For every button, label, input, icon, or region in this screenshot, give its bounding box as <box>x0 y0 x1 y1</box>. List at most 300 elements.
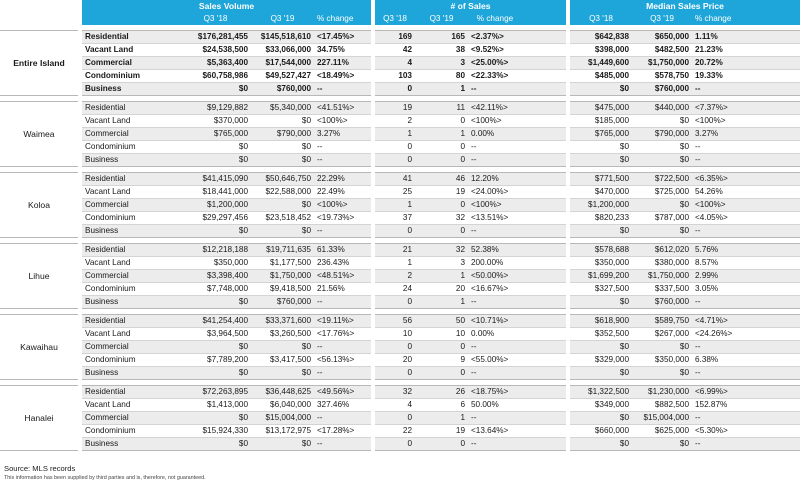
sales-volume-q3-18: $0 <box>180 341 251 354</box>
num-sales-q3-19: 6 <box>415 399 468 412</box>
table-cell <box>522 438 566 451</box>
table-cell <box>522 186 566 199</box>
region-name: Hanalei <box>0 386 78 451</box>
sales-volume-q3-19: $1,750,000 <box>251 270 314 283</box>
table-cell <box>522 412 566 425</box>
median-price-pct-change: -- <box>692 438 756 451</box>
sales-volume-pct-change: <17.45%> <box>314 31 371 44</box>
num-sales-pct-change: 50.00% <box>468 399 522 412</box>
median-price-q3-18: $820,233 <box>570 212 632 225</box>
table-cell <box>522 173 566 186</box>
num-sales-q3-18: 20 <box>375 354 415 367</box>
median-price-q3-19: $625,000 <box>632 425 692 438</box>
table-row <box>0 212 800 225</box>
median-price-q3-19: $440,000 <box>632 102 692 115</box>
table-cell <box>522 270 566 283</box>
table-cell <box>756 354 800 367</box>
median-price-q3-18: $185,000 <box>570 115 632 128</box>
median-price-pct-change: 2.99% <box>692 270 756 283</box>
property-type: Business <box>82 367 180 380</box>
num-sales-q3-18: 169 <box>375 31 415 44</box>
median-price-q3-19: $790,000 <box>632 128 692 141</box>
num-sales-q3-18: 2 <box>375 270 415 283</box>
sv-q3-19-header: Q3 '19 <box>251 13 314 25</box>
num-sales-q3-18: 10 <box>375 328 415 341</box>
table-row <box>0 83 800 96</box>
group-header-row <box>0 0 800 13</box>
median-price-q3-18: $0 <box>570 438 632 451</box>
num-sales-q3-18: 0 <box>375 154 415 167</box>
num-sales-pct-change: -- <box>468 154 522 167</box>
num-sales-pct-change: <16.67%> <box>468 283 522 296</box>
table-cell <box>522 296 566 309</box>
num-sales-q3-19: 0 <box>415 367 468 380</box>
num-sales-pct-change: <9.52%> <box>468 44 522 57</box>
table-cell <box>522 154 566 167</box>
table-cell <box>522 328 566 341</box>
table-row <box>0 341 800 354</box>
table-cell <box>756 199 800 212</box>
median-price-q3-18: $0 <box>570 154 632 167</box>
num-sales-pct-change: 0.00% <box>468 128 522 141</box>
disclaimer-note: This information has been supplied by third parties and is, therefore, not guaranteed. <box>4 475 206 481</box>
num-sales-pct-change: -- <box>468 225 522 238</box>
table-cell <box>756 386 800 399</box>
sales-volume-q3-18: $3,964,500 <box>180 328 251 341</box>
ns-q3-19-header: Q3 '19 <box>415 13 468 25</box>
num-sales-q3-19: 0 <box>415 154 468 167</box>
median-price-pct-change: 19.33% <box>692 70 756 83</box>
table-cell <box>756 186 800 199</box>
table-body <box>0 25 800 451</box>
header-median-price: Median Sales Price <box>570 0 800 13</box>
sales-volume-q3-19: $0 <box>251 438 314 451</box>
property-type: Residential <box>82 315 180 328</box>
num-sales-q3-18: 1 <box>375 199 415 212</box>
median-price-q3-18: $1,200,000 <box>570 199 632 212</box>
median-price-q3-18: $578,688 <box>570 244 632 257</box>
sales-volume-pct-change: <100%> <box>314 115 371 128</box>
sales-volume-pct-change: <100%> <box>314 199 371 212</box>
sales-volume-q3-18: $350,000 <box>180 257 251 270</box>
sales-volume-q3-18: $3,398,400 <box>180 270 251 283</box>
sales-volume-q3-18: $29,297,456 <box>180 212 251 225</box>
median-price-q3-19: $612,020 <box>632 244 692 257</box>
table-row <box>0 244 800 257</box>
median-price-q3-18: $618,900 <box>570 315 632 328</box>
property-type: Commercial <box>82 199 180 212</box>
median-price-q3-18: $398,000 <box>570 44 632 57</box>
table-row <box>0 141 800 154</box>
num-sales-q3-19: 165 <box>415 31 468 44</box>
median-price-q3-18: $765,000 <box>570 128 632 141</box>
median-price-q3-18: $642,838 <box>570 31 632 44</box>
median-price-pct-change: -- <box>692 225 756 238</box>
num-sales-pct-change: -- <box>468 438 522 451</box>
num-sales-q3-18: 4 <box>375 57 415 70</box>
sales-volume-q3-18: $15,924,330 <box>180 425 251 438</box>
median-price-pct-change: <7.37%> <box>692 102 756 115</box>
median-price-q3-19: $0 <box>632 199 692 212</box>
num-sales-q3-18: 56 <box>375 315 415 328</box>
table-cell <box>756 154 800 167</box>
sales-volume-q3-18: $0 <box>180 141 251 154</box>
table-cell <box>522 399 566 412</box>
sales-volume-pct-change: -- <box>314 341 371 354</box>
num-sales-q3-19: 46 <box>415 173 468 186</box>
sales-volume-q3-19: $15,004,000 <box>251 412 314 425</box>
table-cell <box>522 128 566 141</box>
table-cell <box>756 128 800 141</box>
num-sales-pct-change: -- <box>468 141 522 154</box>
table-cell <box>756 102 800 115</box>
table-cell <box>756 225 800 238</box>
num-sales-q3-19: 26 <box>415 386 468 399</box>
num-sales-pct-change: <100%> <box>468 199 522 212</box>
property-type: Residential <box>82 173 180 186</box>
table-row <box>0 257 800 270</box>
median-price-q3-19: $760,000 <box>632 83 692 96</box>
num-sales-q3-19: 32 <box>415 212 468 225</box>
sales-volume-q3-19: $17,544,000 <box>251 57 314 70</box>
median-price-q3-19: $0 <box>632 225 692 238</box>
table-row <box>0 186 800 199</box>
num-sales-pct-change: <22.33%> <box>468 70 522 83</box>
num-sales-q3-18: 37 <box>375 212 415 225</box>
property-type: Vacant Land <box>82 115 180 128</box>
property-type: Commercial <box>82 341 180 354</box>
median-price-q3-19: $0 <box>632 141 692 154</box>
mp-pct-header: % change <box>692 13 756 25</box>
sales-volume-q3-19: $0 <box>251 225 314 238</box>
table-cell <box>522 341 566 354</box>
property-type: Condominium <box>82 212 180 225</box>
median-price-q3-19: $722,500 <box>632 173 692 186</box>
num-sales-pct-change: -- <box>468 412 522 425</box>
num-sales-q3-18: 1 <box>375 128 415 141</box>
num-sales-pct-change: <2.37%> <box>468 31 522 44</box>
num-sales-q3-18: 24 <box>375 283 415 296</box>
mp-q3-18-header: Q3 '18 <box>570 13 632 25</box>
sales-volume-pct-change: 3.27% <box>314 128 371 141</box>
sales-volume-q3-19: $1,177,500 <box>251 257 314 270</box>
table-cell <box>522 44 566 57</box>
table-cell <box>522 199 566 212</box>
num-sales-q3-18: 0 <box>375 412 415 425</box>
sales-volume-q3-18: $0 <box>180 225 251 238</box>
num-sales-q3-19: 1 <box>415 270 468 283</box>
property-type: Residential <box>82 31 180 44</box>
sales-volume-q3-19: $145,518,610 <box>251 31 314 44</box>
num-sales-q3-19: 11 <box>415 102 468 115</box>
num-sales-pct-change: 12.20% <box>468 173 522 186</box>
ns-q3-18-header: Q3 '18 <box>375 13 415 25</box>
sales-volume-q3-18: $0 <box>180 367 251 380</box>
num-sales-q3-18: 103 <box>375 70 415 83</box>
sales-volume-pct-change: <56.13%> <box>314 354 371 367</box>
table-cell <box>522 257 566 270</box>
sales-volume-q3-19: $9,418,500 <box>251 283 314 296</box>
sales-volume-q3-18: $0 <box>180 296 251 309</box>
num-sales-q3-19: 1 <box>415 128 468 141</box>
median-price-q3-19: $650,000 <box>632 31 692 44</box>
sales-volume-q3-18: $765,000 <box>180 128 251 141</box>
table-cell <box>756 70 800 83</box>
table-row <box>0 367 800 380</box>
table-row <box>0 57 800 70</box>
median-price-pct-change: -- <box>692 141 756 154</box>
sales-volume-q3-18: $41,415,090 <box>180 173 251 186</box>
median-price-q3-18: $771,500 <box>570 173 632 186</box>
property-type: Residential <box>82 102 180 115</box>
sales-volume-q3-19: $0 <box>251 154 314 167</box>
median-price-q3-19: $1,230,000 <box>632 386 692 399</box>
num-sales-q3-18: 0 <box>375 438 415 451</box>
median-price-q3-19: $0 <box>632 115 692 128</box>
median-price-q3-19: $337,500 <box>632 283 692 296</box>
median-price-q3-19: $725,000 <box>632 186 692 199</box>
median-price-pct-change: 3.27% <box>692 128 756 141</box>
table-row <box>0 328 800 341</box>
table-cell <box>522 212 566 225</box>
table-row <box>0 412 800 425</box>
sales-volume-q3-19: $0 <box>251 199 314 212</box>
table-cell <box>756 367 800 380</box>
num-sales-pct-change: <18.75%> <box>468 386 522 399</box>
region-name: Kawaihau <box>0 315 78 380</box>
num-sales-q3-19: 38 <box>415 44 468 57</box>
num-sales-pct-change: 200.00% <box>468 257 522 270</box>
table-cell <box>756 438 800 451</box>
table-cell <box>756 270 800 283</box>
median-price-pct-change: -- <box>692 341 756 354</box>
num-sales-pct-change: <100%> <box>468 115 522 128</box>
num-sales-q3-19: 0 <box>415 438 468 451</box>
median-price-pct-change: 20.72% <box>692 57 756 70</box>
num-sales-q3-18: 19 <box>375 102 415 115</box>
num-sales-q3-19: 20 <box>415 283 468 296</box>
sales-volume-pct-change: -- <box>314 225 371 238</box>
ns-pct-header: % change <box>468 13 522 25</box>
header-num-sales: # of Sales <box>375 0 566 13</box>
sales-volume-q3-18: $7,789,200 <box>180 354 251 367</box>
sales-volume-q3-18: $1,413,000 <box>180 399 251 412</box>
sales-volume-q3-19: $3,417,500 <box>251 354 314 367</box>
sales-volume-pct-change: 21.56% <box>314 283 371 296</box>
table-row <box>0 102 800 115</box>
table-cell <box>756 412 800 425</box>
sales-volume-q3-18: $0 <box>180 83 251 96</box>
table-cell <box>522 102 566 115</box>
table-row <box>0 31 800 44</box>
median-price-q3-19: $0 <box>632 154 692 167</box>
table-row <box>0 438 800 451</box>
median-price-q3-18: $0 <box>570 367 632 380</box>
median-price-pct-change: <100%> <box>692 115 756 128</box>
sales-volume-q3-19: $50,646,750 <box>251 173 314 186</box>
num-sales-pct-change: <13.51%> <box>468 212 522 225</box>
median-price-pct-change: 1.11% <box>692 31 756 44</box>
num-sales-q3-19: 32 <box>415 244 468 257</box>
median-price-q3-19: $15,004,000 <box>632 412 692 425</box>
sales-volume-q3-18: $0 <box>180 438 251 451</box>
table-cell <box>756 31 800 44</box>
sales-volume-q3-19: $0 <box>251 141 314 154</box>
table-cell <box>522 225 566 238</box>
sales-volume-pct-change: 34.75% <box>314 44 371 57</box>
median-price-pct-change: 3.05% <box>692 283 756 296</box>
median-price-q3-18: $0 <box>570 296 632 309</box>
median-price-pct-change: -- <box>692 296 756 309</box>
num-sales-q3-18: 0 <box>375 83 415 96</box>
num-sales-q3-18: 21 <box>375 244 415 257</box>
sales-volume-q3-19: $13,172,975 <box>251 425 314 438</box>
property-type: Business <box>82 154 180 167</box>
median-price-q3-18: $0 <box>570 412 632 425</box>
median-price-q3-19: $882,500 <box>632 399 692 412</box>
sales-volume-q3-19: $33,066,000 <box>251 44 314 57</box>
median-price-q3-19: $787,000 <box>632 212 692 225</box>
num-sales-pct-change: <50.00%> <box>468 270 522 283</box>
sales-volume-q3-18: $0 <box>180 154 251 167</box>
sales-volume-q3-18: $72,263,895 <box>180 386 251 399</box>
sales-volume-q3-18: $9,129,882 <box>180 102 251 115</box>
sales-volume-q3-19: $0 <box>251 115 314 128</box>
median-price-q3-19: $589,750 <box>632 315 692 328</box>
median-price-pct-change: -- <box>692 83 756 96</box>
sv-q3-18-header: Q3 '18 <box>180 13 251 25</box>
table-row <box>0 354 800 367</box>
median-price-q3-19: $0 <box>632 341 692 354</box>
sales-volume-pct-change: -- <box>314 438 371 451</box>
sales-volume-pct-change: -- <box>314 296 371 309</box>
table-cell <box>756 57 800 70</box>
table-cell <box>522 31 566 44</box>
num-sales-q3-19: 0 <box>415 141 468 154</box>
sales-volume-q3-19: $0 <box>251 341 314 354</box>
sales-volume-pct-change: 22.29% <box>314 173 371 186</box>
table-cell <box>522 57 566 70</box>
num-sales-q3-19: 1 <box>415 412 468 425</box>
median-price-pct-change: 152.87% <box>692 399 756 412</box>
sales-volume-pct-change: -- <box>314 367 371 380</box>
sales-volume-q3-18: $12,218,188 <box>180 244 251 257</box>
num-sales-pct-change: -- <box>468 341 522 354</box>
region-name: Lihue <box>0 244 78 309</box>
median-price-pct-change: 5.76% <box>692 244 756 257</box>
num-sales-q3-18: 0 <box>375 367 415 380</box>
sales-volume-q3-19: $760,000 <box>251 83 314 96</box>
num-sales-q3-18: 4 <box>375 399 415 412</box>
sales-volume-pct-change: <17.76%> <box>314 328 371 341</box>
num-sales-q3-19: 1 <box>415 296 468 309</box>
property-type: Commercial <box>82 57 180 70</box>
median-price-q3-18: $1,449,600 <box>570 57 632 70</box>
table-row <box>0 296 800 309</box>
table-cell <box>756 141 800 154</box>
sales-volume-pct-change: <41.51%> <box>314 102 371 115</box>
sales-volume-q3-18: $60,758,986 <box>180 70 251 83</box>
median-price-q3-18: $329,000 <box>570 354 632 367</box>
median-price-pct-change: <6.99%> <box>692 386 756 399</box>
sales-volume-q3-19: $22,588,000 <box>251 186 314 199</box>
median-price-pct-change: <100%> <box>692 199 756 212</box>
table-row <box>0 225 800 238</box>
num-sales-q3-19: 0 <box>415 115 468 128</box>
num-sales-q3-18: 32 <box>375 386 415 399</box>
property-type: Condominium <box>82 141 180 154</box>
sales-volume-q3-18: $370,000 <box>180 115 251 128</box>
sales-volume-pct-change: <17.28%> <box>314 425 371 438</box>
property-type: Condominium <box>82 354 180 367</box>
sales-volume-q3-18: $1,200,000 <box>180 199 251 212</box>
num-sales-pct-change: -- <box>468 367 522 380</box>
num-sales-pct-change: <25.00%> <box>468 57 522 70</box>
num-sales-q3-19: 19 <box>415 425 468 438</box>
region-name: Entire Island <box>0 31 78 96</box>
property-type: Business <box>82 83 180 96</box>
sales-volume-q3-19: $5,340,000 <box>251 102 314 115</box>
median-price-q3-18: $0 <box>570 225 632 238</box>
num-sales-pct-change: -- <box>468 83 522 96</box>
header-sales-volume: Sales Volume <box>82 0 371 13</box>
property-type: Vacant Land <box>82 44 180 57</box>
sv-pct-header: % change <box>314 13 371 25</box>
num-sales-q3-19: 0 <box>415 225 468 238</box>
sales-volume-q3-18: $24,538,500 <box>180 44 251 57</box>
median-price-q3-18: $0 <box>570 341 632 354</box>
region-name: Waimea <box>0 102 78 167</box>
table-row <box>0 115 800 128</box>
num-sales-q3-19: 3 <box>415 57 468 70</box>
table-row <box>0 315 800 328</box>
median-price-q3-19: $1,750,000 <box>632 57 692 70</box>
sales-volume-pct-change: -- <box>314 412 371 425</box>
sales-volume-q3-18: $176,281,455 <box>180 31 251 44</box>
median-price-q3-18: $352,500 <box>570 328 632 341</box>
table-cell <box>756 212 800 225</box>
table-cell <box>756 315 800 328</box>
table-row <box>0 154 800 167</box>
median-price-q3-18: $1,322,500 <box>570 386 632 399</box>
property-type: Business <box>82 225 180 238</box>
property-type: Vacant Land <box>82 257 180 270</box>
num-sales-q3-19: 0 <box>415 341 468 354</box>
median-price-pct-change: -- <box>692 367 756 380</box>
num-sales-q3-18: 41 <box>375 173 415 186</box>
median-price-q3-18: $660,000 <box>570 425 632 438</box>
sales-volume-q3-19: $790,000 <box>251 128 314 141</box>
median-price-pct-change: 6.38% <box>692 354 756 367</box>
sales-volume-q3-19: $23,518,452 <box>251 212 314 225</box>
property-type: Vacant Land <box>82 328 180 341</box>
sales-volume-pct-change: <19.73%> <box>314 212 371 225</box>
num-sales-pct-change: <24.00%> <box>468 186 522 199</box>
median-price-pct-change: -- <box>692 154 756 167</box>
source-note: Source: MLS records <box>4 464 76 473</box>
sales-volume-pct-change: <18.49%> <box>314 70 371 83</box>
num-sales-q3-19: 0 <box>415 199 468 212</box>
median-price-q3-18: $0 <box>570 141 632 154</box>
num-sales-q3-18: 42 <box>375 44 415 57</box>
property-type: Residential <box>82 244 180 257</box>
num-sales-q3-19: 10 <box>415 328 468 341</box>
sales-volume-q3-18: $5,363,400 <box>180 57 251 70</box>
median-price-q3-18: $1,699,200 <box>570 270 632 283</box>
property-type: Business <box>82 296 180 309</box>
num-sales-q3-19: 19 <box>415 186 468 199</box>
property-type: Condominium <box>82 70 180 83</box>
